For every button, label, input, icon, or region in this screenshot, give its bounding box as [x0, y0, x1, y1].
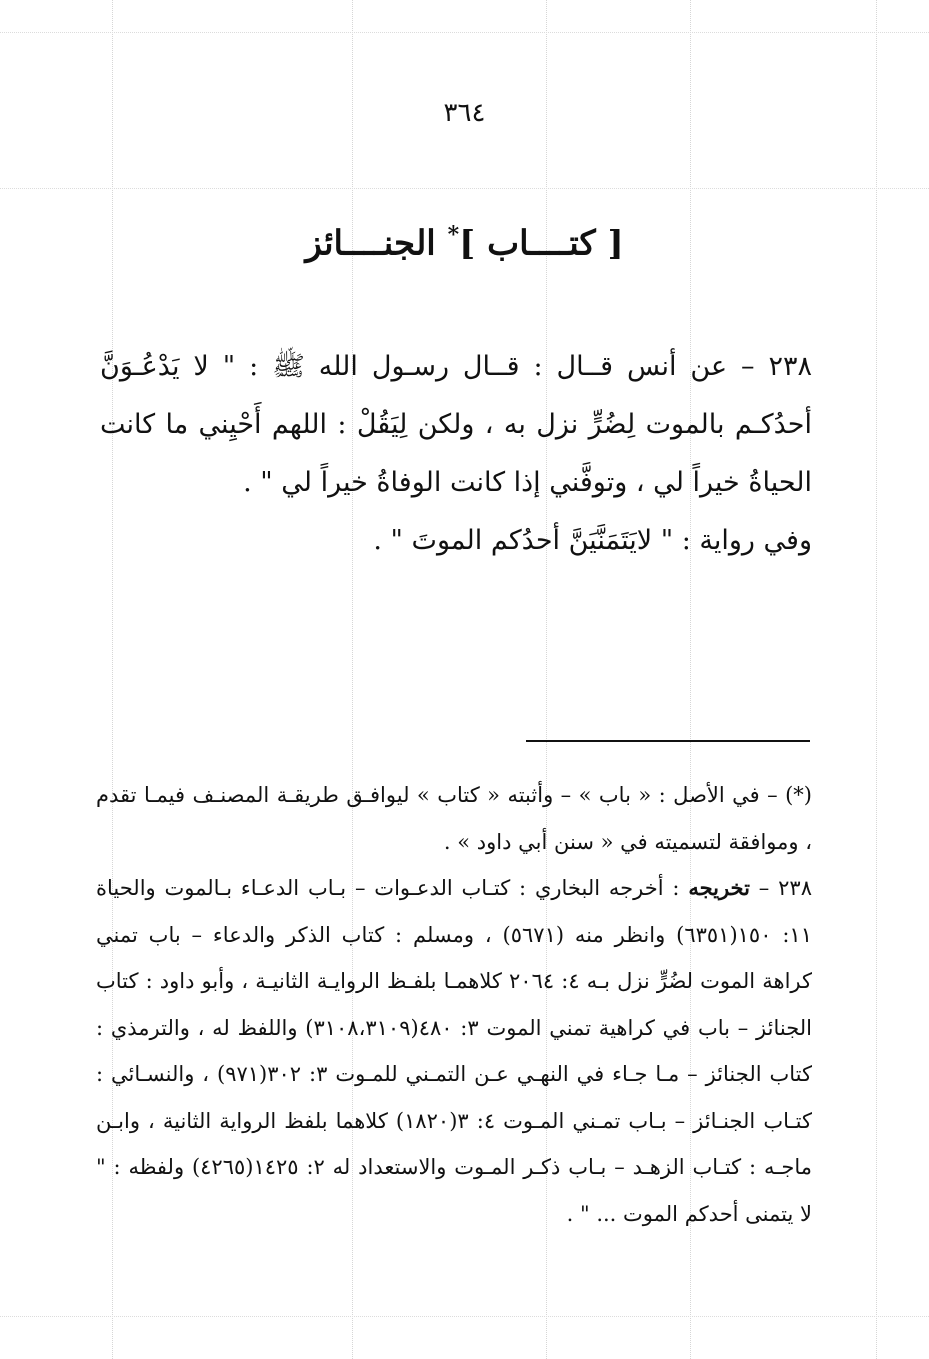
takhrij-text: : أخرجه البخاري : كتـاب الدعـوات – بـاب الدعـاء بـالموت والحياة ١١: ١٥٠(٦٣٥١) وانظر منه (٥٦٧١) ، ومسلم : كتاب الذكر والدعاء – باب تمني كراهة الموت لضُرٍّ نزل بـه ٤: ٢٠٦٤ كلاهمـا بلفـظ الروايـة الثانيـة ، وأبو داود : كتاب الجنائز – باب في كراهية تمني الموت ٣: ٤٨٠(٣١٠٨،٣١٠٩) واللفظ له ، والترمذي : كتاب الجنائز – مـا جـاء في النهـي عـن التمـني للمـوت ٣: ٣٠٢(٩٧١) ، والنسـائي : كتـاب الجنـائز – بـاب تمـني المـوت ٤: ٣(١٨٢٠) كلاهما بلفظ الرواية الثانية ، وابـن ماجـه : كتـاب الزهـد – بـاب ذكـر المـوت والاستعداد له ٢: ١٤٢٥(٤٢٦٥) ولفظه : " لا يتمنى أحدكم الموت ... " . [96, 876, 812, 1226]
scan-guide-line [0, 188, 929, 189]
chapter-title [0, 222, 929, 263]
chapter-word: كتــــاب [487, 223, 596, 264]
footnote-separator [526, 740, 810, 742]
page-number: ٣٦٤ [443, 98, 486, 128]
hadith-riwaya: وفي رواية : " لايَتَمَنَّيَنَّ أحدُكم الموتَ " . [373, 525, 812, 556]
scan-guide-line [0, 1316, 929, 1317]
hadith-text: ٢٣٨ – عن أنس قــال : قــال رسـول الله ﷺ : " لا يَدْعُـوَنَّ أحدُكـم بالموت لِضُرٍّ نزل به ، ولكن لِيَقُلْ : اللهم أَحْيِني ما كانت الحياةُ خيراً لي ، وتوفَّني إذا كانت الوفاةُ خيراً لي " . [100, 351, 812, 498]
chapter-name: الجنــــائز [305, 223, 436, 264]
takhrij-number: ٢٣٨ – [749, 876, 812, 900]
footnote-marker: * [447, 222, 460, 248]
takhrij-label: تخريجه [688, 875, 750, 900]
scan-guide-line [876, 0, 877, 1359]
scan-guide-line [0, 32, 929, 33]
footnote-takhrij [96, 865, 812, 1237]
footnote-star: (*) – في الأصل : « باب » – وأثبته « كتاب » ليوافـق طريقـة المصنـف فيمـا تقدم ، وموافقة لتسميته في « سنن أبي داود » . [96, 783, 812, 854]
footnotes-block [96, 772, 812, 1237]
hadith-block [100, 338, 812, 570]
chapter-open-bracket: [ [607, 223, 624, 264]
chapter-close-bracket: ] [459, 223, 476, 264]
